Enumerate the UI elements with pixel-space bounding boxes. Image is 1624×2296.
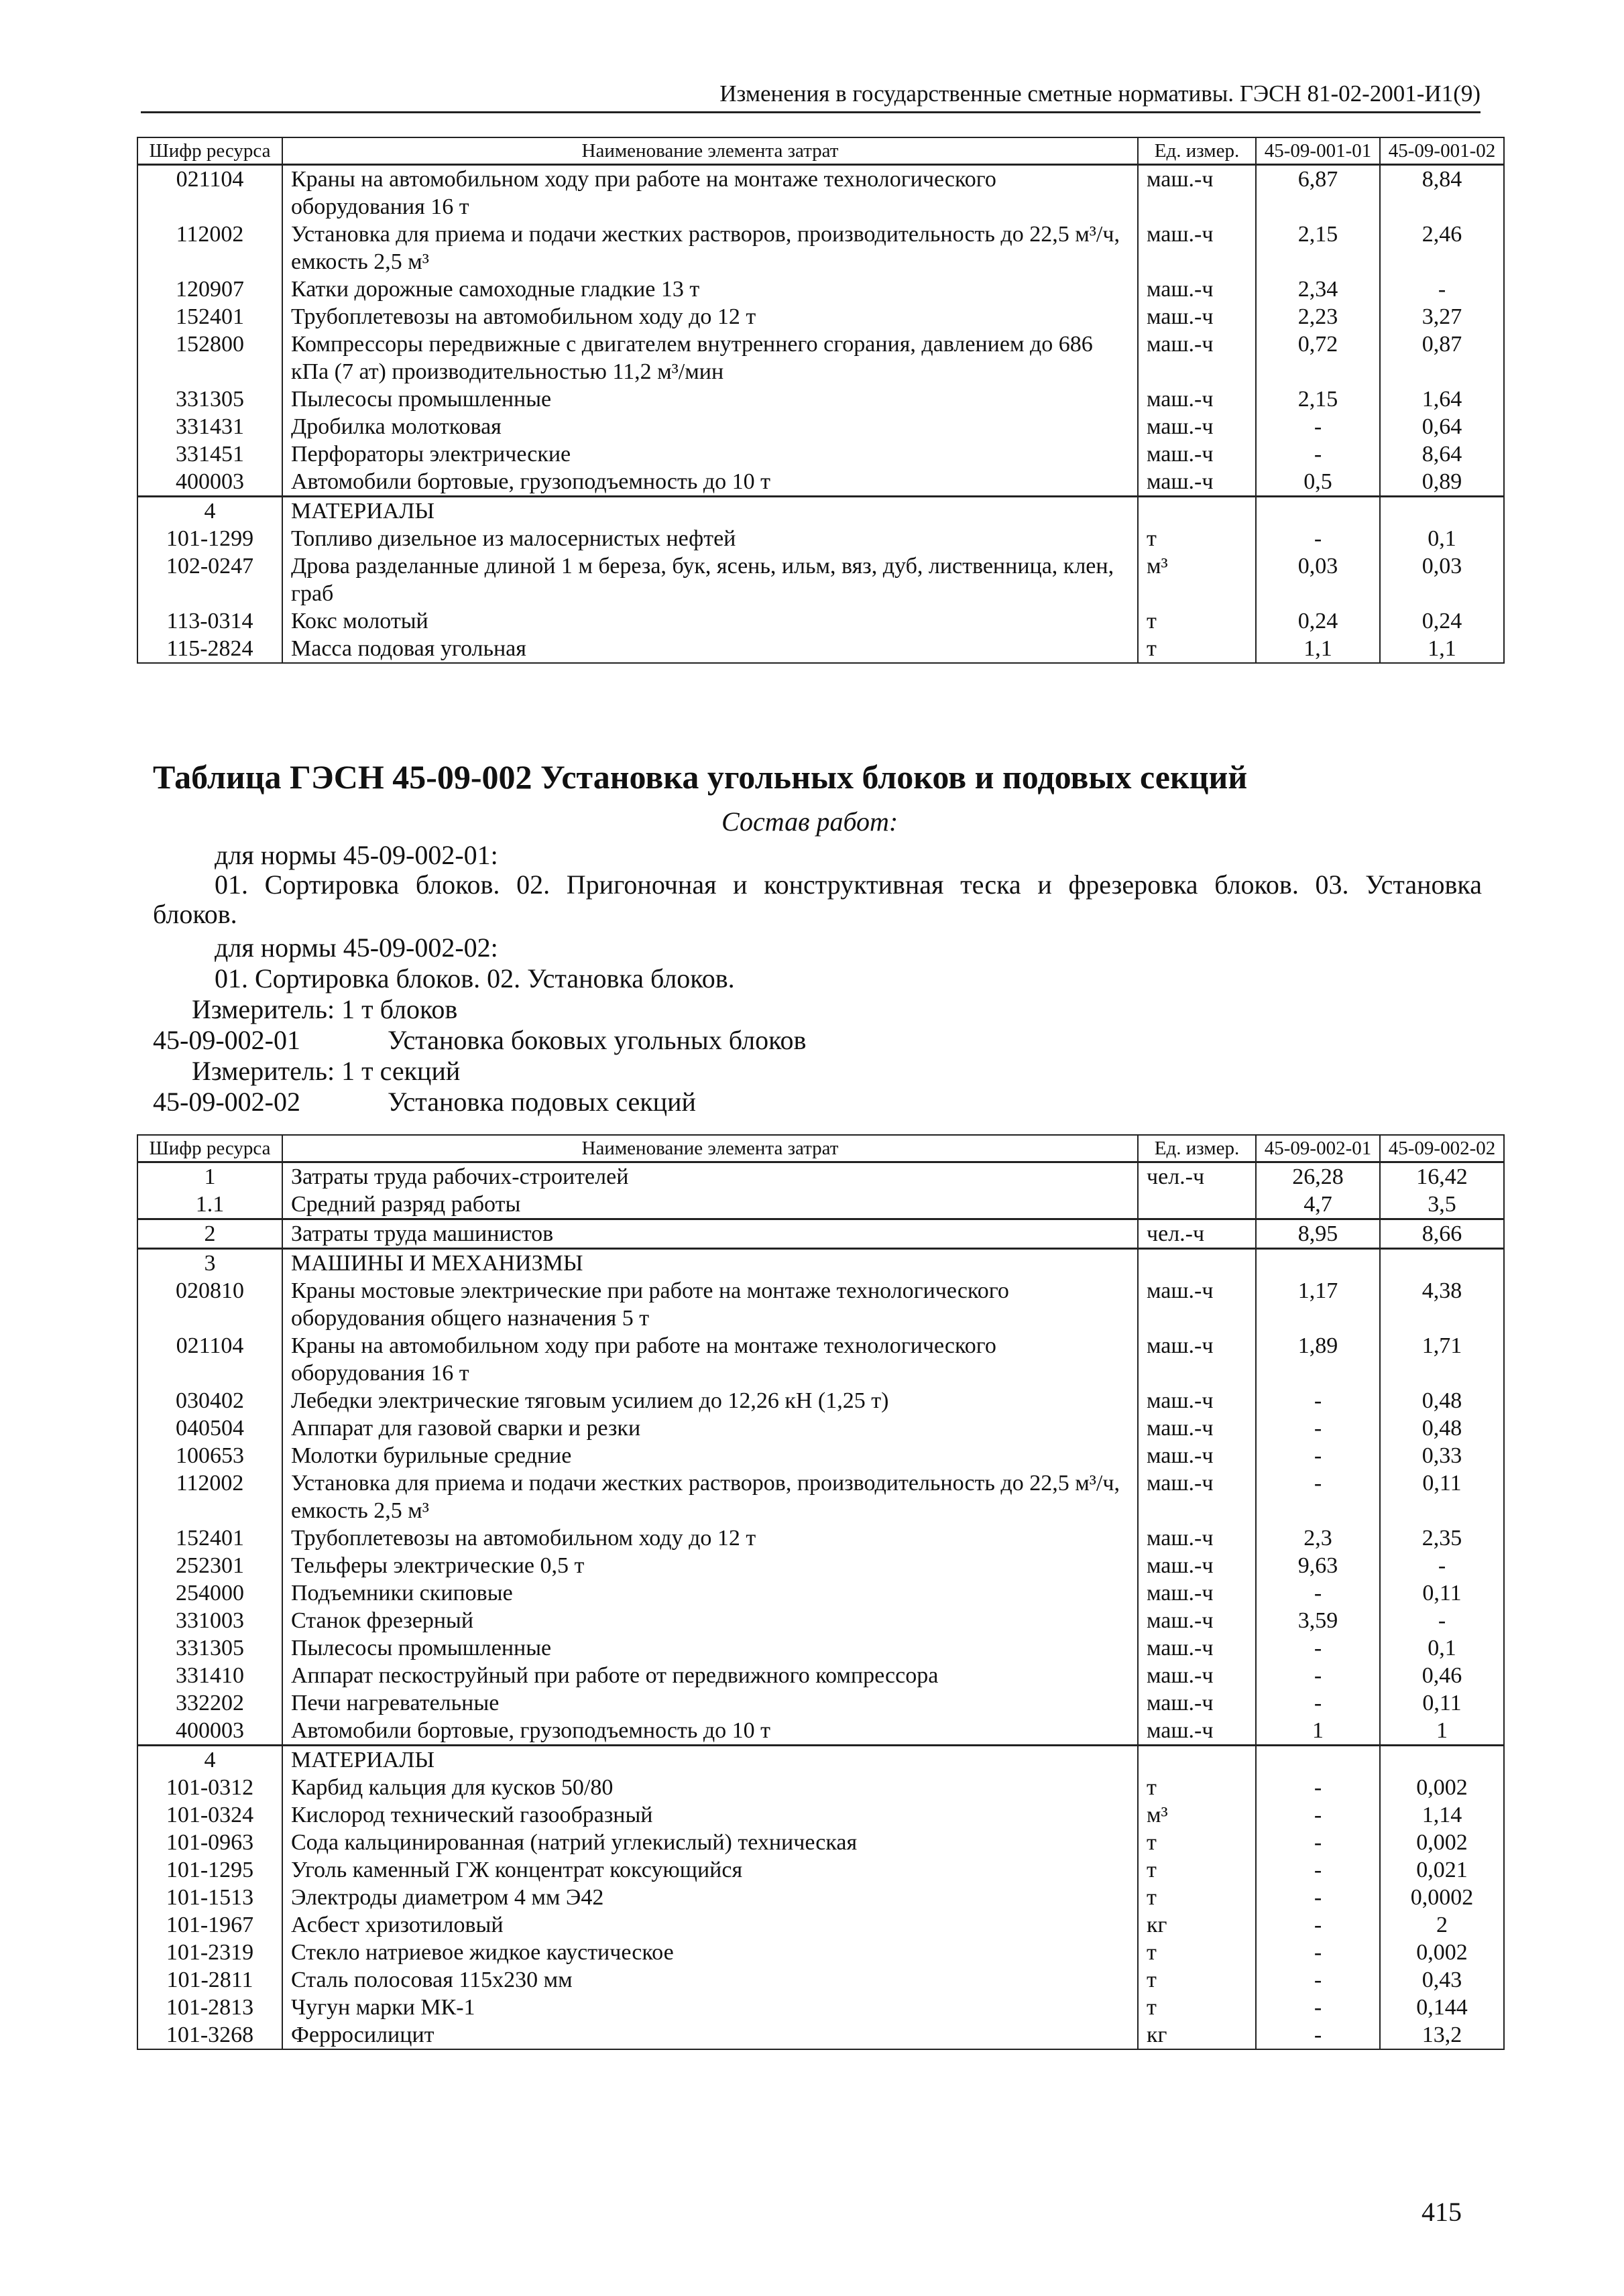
section-code: 4 [137,1746,282,1774]
column-header-code: Шифр ресурса [137,137,282,165]
norm-2-value: - [1380,1552,1504,1579]
norm-1-value: 1 [1256,1717,1380,1746]
resource-name: Краны на автомобильном ходу при работе на монтаже технологического оборудования 16 т [282,165,1138,221]
table-row [137,1469,1504,1524]
norm-1-value: - [1256,1801,1380,1829]
unit-of-measure: т [1138,1994,1256,2021]
norm-2-value: 0,03 [1380,552,1504,607]
table-row [137,1994,1504,2021]
resource-name: Кислород технический газообразный [282,1801,1138,1829]
table-row [137,1579,1504,1607]
norm-1-value: - [1256,1994,1380,2021]
empty-cell [1380,497,1504,526]
resource-code: 101-1299 [137,525,282,552]
resource-code: 101-0312 [137,1774,282,1801]
resource-name: Стекло натриевое жидкое каустическое [282,1939,1138,1966]
unit-of-measure: кг [1138,1911,1256,1939]
norm-1-value: - [1256,2021,1380,2049]
norm-1-value: - [1256,413,1380,440]
norm-1-value: 9,63 [1256,1552,1380,1579]
empty-cell [1380,1249,1504,1278]
norm-2-value: 0,24 [1380,607,1504,635]
unit-of-measure: кг [1138,2021,1256,2049]
resource-code: 400003 [137,468,282,497]
resource-name: Компрессоры передвижные с двигателем внутреннего сгорания, давлением до 686 кПа (7 ат) производительностью 11,2 м³/мин [282,330,1138,385]
resource-name: Уголь каменный ГЖ концентрат коксующийся [282,1856,1138,1884]
resource-name: Затраты труда рабочих-строителей [282,1162,1138,1191]
norm-2-value: 0,43 [1380,1966,1504,1994]
unit-of-measure: маш.-ч [1138,1717,1256,1746]
norm-2-value: 0,48 [1380,1387,1504,1414]
column-header-norm-1: 45-09-002-01 [1256,1135,1380,1162]
norm-1-value: 3,59 [1256,1607,1380,1634]
unit-of-measure: маш.-ч [1138,1387,1256,1414]
table-row [137,1332,1504,1387]
resource-code: 254000 [137,1579,282,1607]
resource-code: 120907 [137,276,282,303]
resource-name: Электроды диаметром 4 мм Э42 [282,1884,1138,1911]
norm-1-value: - [1256,440,1380,468]
resource-code: 101-0963 [137,1829,282,1856]
resource-name: Лебедки электрические тяговым усилием до 12,26 кН (1,25 т) [282,1387,1138,1414]
table-row [137,1219,1504,1249]
unit-of-measure: маш.-ч [1138,440,1256,468]
resource-code: 101-2813 [137,1994,282,2021]
unit-of-measure: маш.-ч [1138,1689,1256,1717]
resource-name: Печи нагревательные [282,1689,1138,1717]
unit-of-measure [1138,1191,1256,1219]
norm-1-work-text: 01. Сортировка блоков. 02. Пригоночная и конструктивная теска и фрезеровка блоков. 03. Установка [215,869,1482,900]
norm-2-value: 1,71 [1380,1332,1504,1387]
norm-1-value: - [1256,1469,1380,1524]
column-header-norm-2: 45-09-001-02 [1380,137,1504,165]
table-row [137,1939,1504,1966]
resource-code: 252301 [137,1552,282,1579]
norm-1-label: для нормы 45-09-002-01: [215,840,498,870]
unit-of-measure: т [1138,635,1256,663]
resource-code: 100653 [137,1442,282,1469]
table-row [137,385,1504,413]
norm-2-value: 2,46 [1380,221,1504,276]
norm-2-value: 0,87 [1380,330,1504,385]
empty-cell [1256,1746,1380,1774]
norm-2-value: 13,2 [1380,2021,1504,2049]
norm-2-value: - [1380,276,1504,303]
empty-cell [1256,1249,1380,1278]
norm-1-value: - [1256,1856,1380,1884]
unit-of-measure: т [1138,1966,1256,1994]
table-row [137,1414,1504,1442]
norm-2-value: 8,66 [1380,1219,1504,1249]
norm-1-value: 2,23 [1256,303,1380,330]
section-title: МАТЕРИАЛЫ [282,497,1138,526]
resource-code: 112002 [137,221,282,276]
norm-1-value: 26,28 [1256,1162,1380,1191]
table-row [137,607,1504,635]
unit-of-measure: маш.-ч [1138,413,1256,440]
norm-2-value: 0,48 [1380,1414,1504,1442]
norm-1-value: - [1256,1939,1380,1966]
resource-name: Аппарат пескоструйный при работе от передвижного компрессора [282,1662,1138,1689]
norm-2-value: 3,5 [1380,1191,1504,1219]
norm-1-value: 0,24 [1256,607,1380,635]
norm-2-value: 2 [1380,1911,1504,1939]
column-header-code: Шифр ресурса [137,1135,282,1162]
unit-of-measure: маш.-ч [1138,385,1256,413]
norm-1-value: 8,95 [1256,1219,1380,1249]
resource-name: Установка для приема и подачи жестких растворов, производительность до 22,5 м³/ч, емкость 2,5 м³ [282,1469,1138,1524]
machines-section-row [137,1249,1504,1278]
empty-cell [1138,1249,1256,1278]
resource-code: 030402 [137,1387,282,1414]
table-header-row [137,137,1504,165]
resource-name: Затраты труда машинистов [282,1219,1138,1249]
header-rule [141,111,1481,113]
norm-1-value: 4,7 [1256,1191,1380,1219]
norm-2-work-text: 01. Сортировка блоков. 02. Установка блоков. [215,963,735,993]
norm-2-code: 45-09-002-02 [153,1087,300,1117]
empty-cell [1256,497,1380,526]
table-row [137,635,1504,663]
norm-2-value: 0,021 [1380,1856,1504,1884]
unit-of-measure: маш.-ч [1138,1332,1256,1387]
empty-cell [1138,497,1256,526]
unit-of-measure: маш.-ч [1138,1442,1256,1469]
norm-1-value: - [1256,1662,1380,1689]
resource-name: Молотки бурильные средние [282,1442,1138,1469]
table-row [137,552,1504,607]
norm-2-value: 16,42 [1380,1162,1504,1191]
resource-name: Масса подовая угольная [282,635,1138,663]
norm-2-value: 2,35 [1380,1524,1504,1552]
resource-code: 331431 [137,413,282,440]
section-title: МАТЕРИАЛЫ [282,1746,1138,1774]
resource-name: Сода кальцинированная (натрий углекислый) техническая [282,1829,1138,1856]
norm-2-value: 0,144 [1380,1994,1504,2021]
norm-2-label: для нормы 45-09-002-02: [215,932,498,963]
resource-name: Автомобили бортовые, грузоподъемность до 10 т [282,1717,1138,1746]
resource-code: 021104 [137,1332,282,1387]
norm-1-value: 2,15 [1256,385,1380,413]
norm-2-value: 0,64 [1380,413,1504,440]
meter-2: Измеритель: 1 т секций [192,1056,461,1086]
table-row [137,1607,1504,1634]
table-row [137,1277,1504,1332]
norm-2-value: 1,14 [1380,1801,1504,1829]
norm-1-value: 2,3 [1256,1524,1380,1552]
unit-of-measure: маш.-ч [1138,276,1256,303]
unit-of-measure: т [1138,1856,1256,1884]
resource-name: Автомобили бортовые, грузоподъемность до 10 т [282,468,1138,497]
norm-2-value: 0,89 [1380,468,1504,497]
norm-2-value: 0,11 [1380,1579,1504,1607]
resource-code: 102-0247 [137,552,282,607]
norm-1-value: - [1256,1634,1380,1662]
norm-2-value: 0,1 [1380,1634,1504,1662]
resource-code: 113-0314 [137,607,282,635]
norm-1-value: - [1256,1774,1380,1801]
unit-of-measure: маш.-ч [1138,1414,1256,1442]
norm-1-value: 0,72 [1256,330,1380,385]
table-row [137,221,1504,276]
resource-code: 101-1513 [137,1884,282,1911]
resource-name: Краны на автомобильном ходу при работе на монтаже технологического оборудования 16 т [282,1332,1138,1387]
unit-of-measure: маш.-ч [1138,1277,1256,1332]
table-row [137,413,1504,440]
resource-code: 2 [137,1219,282,1249]
norm-2-value: 0,0002 [1380,1884,1504,1911]
section-code: 4 [137,497,282,526]
table-row [137,2021,1504,2049]
empty-cell [1138,1746,1256,1774]
resource-name: Трубоплетевозы на автомобильном ходу до 12 т [282,303,1138,330]
norm-1-value: 0,03 [1256,552,1380,607]
norm-2-value: 0,002 [1380,1829,1504,1856]
table-row [137,276,1504,303]
table-row [137,1774,1504,1801]
norm-1-value: 6,87 [1256,165,1380,221]
unit-of-measure: маш.-ч [1138,303,1256,330]
norm-2-value: 4,38 [1380,1277,1504,1332]
resource-name: Тельферы электрические 0,5 т [282,1552,1138,1579]
norm-2-value: 1 [1380,1717,1504,1746]
norm-2-value: 1,64 [1380,385,1504,413]
resource-name: Трубоплетевозы на автомобильном ходу до 12 т [282,1524,1138,1552]
materials-section-row [137,497,1504,526]
unit-of-measure: т [1138,1884,1256,1911]
unit-of-measure: маш.-ч [1138,221,1256,276]
norm-2-value: 0,1 [1380,525,1504,552]
running-header: Изменения в государственные сметные нормативы. ГЭСН 81-02-2001-И1(9) [719,80,1481,107]
norm-1-value: - [1256,1387,1380,1414]
column-header-norm-1: 45-09-001-01 [1256,137,1380,165]
resource-code: 331410 [137,1662,282,1689]
section-title: МАШИНЫ И МЕХАНИЗМЫ [282,1249,1138,1278]
resource-name: Станок фрезерный [282,1607,1138,1634]
unit-of-measure: маш.-ч [1138,1524,1256,1552]
norm-1-value: 1,1 [1256,635,1380,663]
table-row [137,1191,1504,1219]
table-row [137,303,1504,330]
table-row [137,468,1504,497]
section-code: 3 [137,1249,282,1278]
table-row [137,1387,1504,1414]
resource-code: 152401 [137,303,282,330]
unit-of-measure: чел.-ч [1138,1162,1256,1191]
table-row [137,1911,1504,1939]
table-row [137,1884,1504,1911]
resource-code: 115-2824 [137,635,282,663]
table-row [137,165,1504,221]
resource-name: Подъемники скиповые [282,1579,1138,1607]
resource-name: Пылесосы промышленные [282,385,1138,413]
resource-name: Топливо дизельное из малосернистых нефтей [282,525,1138,552]
norm-2-value: 0,33 [1380,1442,1504,1469]
unit-of-measure: маш.-ч [1138,330,1256,385]
unit-of-measure: маш.-ч [1138,1634,1256,1662]
resource-code: 1.1 [137,1191,282,1219]
resource-name: Аппарат для газовой сварки и резки [282,1414,1138,1442]
unit-of-measure: маш.-ч [1138,1607,1256,1634]
unit-of-measure: маш.-ч [1138,1469,1256,1524]
resource-name: Сталь полосовая 115х230 мм [282,1966,1138,1994]
column-header-unit: Ед. измер. [1138,1135,1256,1162]
unit-of-measure: чел.-ч [1138,1219,1256,1249]
table-row [137,1801,1504,1829]
table-header-row [137,1135,1504,1162]
norm-1-value: - [1256,1442,1380,1469]
resource-name: Кокс молотый [282,607,1138,635]
unit-of-measure: т [1138,607,1256,635]
resource-code: 152401 [137,1524,282,1552]
norm-1-value: 2,15 [1256,221,1380,276]
unit-of-measure: маш.-ч [1138,468,1256,497]
norm-1-value: 2,34 [1256,276,1380,303]
unit-of-measure: т [1138,1829,1256,1856]
resource-code: 152800 [137,330,282,385]
table-title: Таблица ГЭСН 45-09-002 Установка угольных блоков и подовых секций [153,758,1248,796]
work-composition-caption: Состав работ: [721,806,898,837]
table-row [137,330,1504,385]
norm-1-value: - [1256,1829,1380,1856]
resource-code: 101-2319 [137,1939,282,1966]
empty-cell [1380,1746,1504,1774]
resource-name: Краны мостовые электрические при работе на монтаже технологического оборудования общего назначения 5 т [282,1277,1138,1332]
norm-2-value: 0,002 [1380,1939,1504,1966]
resource-code: 021104 [137,165,282,221]
table-row [137,1552,1504,1579]
norm-1-value: - [1256,525,1380,552]
unit-of-measure: маш.-ч [1138,1662,1256,1689]
resource-code: 332202 [137,1689,282,1717]
page-number: 415 [1422,2197,1462,2227]
resource-code: 1 [137,1162,282,1191]
resource-name: Пылесосы промышленные [282,1634,1138,1662]
table-row [137,1524,1504,1552]
unit-of-measure: маш.-ч [1138,1552,1256,1579]
resource-code: 400003 [137,1717,282,1746]
norm-2-value: 1,1 [1380,635,1504,663]
table-row [137,1162,1504,1191]
resource-code: 331305 [137,1634,282,1662]
resource-code: 101-1295 [137,1856,282,1884]
resource-name: Ферросилицит [282,2021,1138,2049]
norm-1-value: - [1256,1911,1380,1939]
norm-2-value: - [1380,1607,1504,1634]
norm-2-name: Установка подовых секций [388,1087,696,1117]
norm-2-value: 3,27 [1380,303,1504,330]
resource-code: 020810 [137,1277,282,1332]
table-row [137,1442,1504,1469]
resource-table-1 [137,137,1505,664]
resource-code: 331305 [137,385,282,413]
norm-1-value: - [1256,1884,1380,1911]
table-row [137,525,1504,552]
resource-code: 101-3268 [137,2021,282,2049]
norm-2-value: 8,84 [1380,165,1504,221]
materials-section-row [137,1746,1504,1774]
resource-code: 101-2811 [137,1966,282,1994]
resource-name: Дробилка молотковая [282,413,1138,440]
resource-code: 331451 [137,440,282,468]
table-row [137,1717,1504,1746]
unit-of-measure: т [1138,1939,1256,1966]
norm-1-work-text-cont: блоков. [153,899,237,929]
norm-1-value: - [1256,1966,1380,1994]
resource-name: Дрова разделанные длиной 1 м береза, бук, ясень, ильм, вяз, дуб, лиственница, клен, граб [282,552,1138,607]
resource-name: Установка для приема и подачи жестких растворов, производительность до 22,5 м³/ч, емкость 2,5 м³ [282,221,1138,276]
norm-1-code: 45-09-002-01 [153,1025,300,1055]
table-row [137,1662,1504,1689]
resource-code: 112002 [137,1469,282,1524]
norm-2-value: 0,11 [1380,1469,1504,1524]
norm-1-name: Установка боковых угольных блоков [388,1025,807,1055]
unit-of-measure: маш.-ч [1138,1579,1256,1607]
norm-2-value: 0,46 [1380,1662,1504,1689]
resource-name: Чугун марки МК-1 [282,1994,1138,2021]
table-row [137,1689,1504,1717]
unit-of-measure: т [1138,1774,1256,1801]
norm-1-value: - [1256,1579,1380,1607]
table-row [137,1829,1504,1856]
meter-1: Измеритель: 1 т блоков [192,994,458,1024]
norm-1-value: - [1256,1414,1380,1442]
column-header-unit: Ед. измер. [1138,137,1256,165]
unit-of-measure: т [1138,525,1256,552]
resource-name: Асбест хризотиловый [282,1911,1138,1939]
norm-1-value: 1,17 [1256,1277,1380,1332]
norm-2-value: 8,64 [1380,440,1504,468]
unit-of-measure: м³ [1138,552,1256,607]
norm-1-value: 0,5 [1256,468,1380,497]
resource-code: 101-1967 [137,1911,282,1939]
unit-of-measure: м³ [1138,1801,1256,1829]
norm-1-value: 1,89 [1256,1332,1380,1387]
resource-code: 101-0324 [137,1801,282,1829]
resource-code: 040504 [137,1414,282,1442]
resource-name: Средний разряд работы [282,1191,1138,1219]
norm-2-value: 0,11 [1380,1689,1504,1717]
resource-table-2 [137,1134,1505,2050]
unit-of-measure: маш.-ч [1138,165,1256,221]
resource-name: Перфораторы электрические [282,440,1138,468]
norm-2-value: 0,002 [1380,1774,1504,1801]
table-row [137,1966,1504,1994]
resource-name: Карбид кальция для кусков 50/80 [282,1774,1138,1801]
table-row [137,440,1504,468]
column-header-name: Наименование элемента затрат [282,137,1138,165]
norm-1-value: - [1256,1689,1380,1717]
table-row [137,1856,1504,1884]
resource-code: 331003 [137,1607,282,1634]
column-header-name: Наименование элемента затрат [282,1135,1138,1162]
resource-name: Катки дорожные самоходные гладкие 13 т [282,276,1138,303]
column-header-norm-2: 45-09-002-02 [1380,1135,1504,1162]
table-row [137,1634,1504,1662]
